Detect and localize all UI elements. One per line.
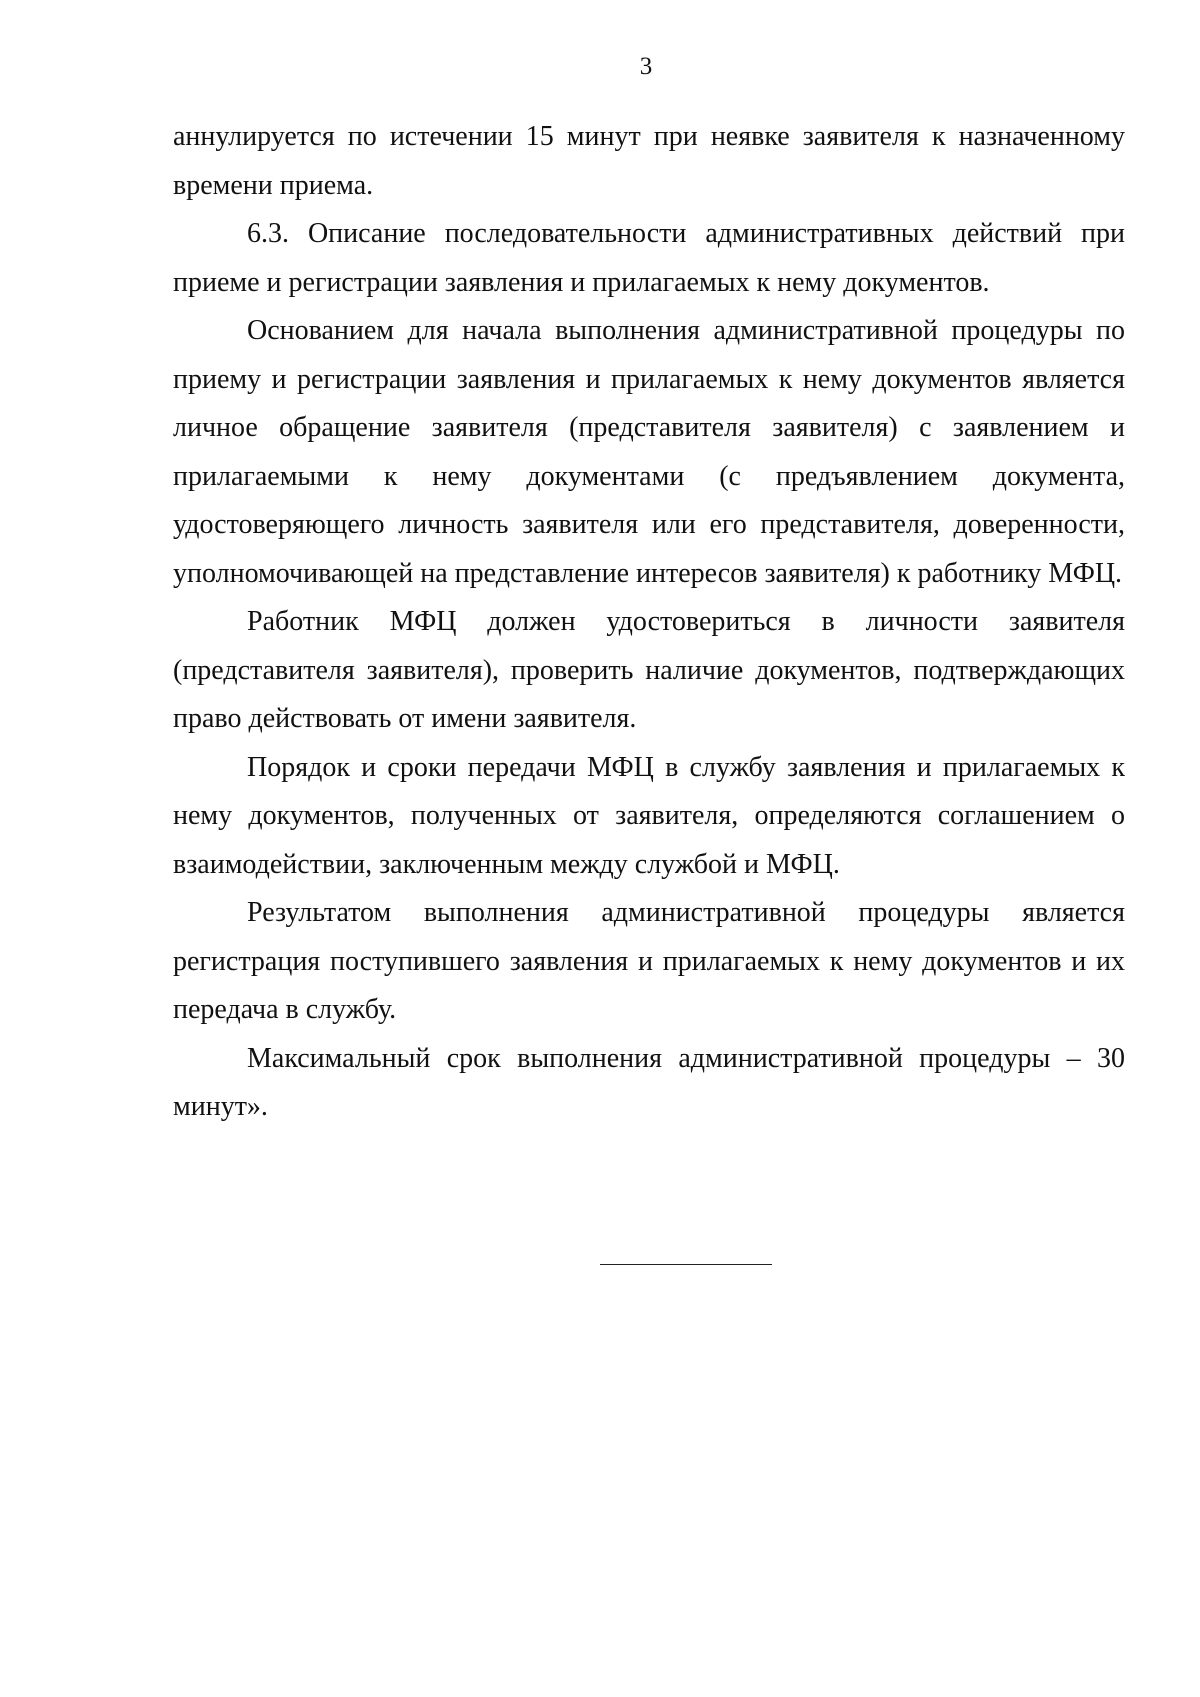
paragraph-transfer-procedure: Порядок и сроки передачи МФЦ в службу заявления и прилагаемых к нему документов, полученных от заявителя, определяются соглашением о взаимодействии, заключенным между службой и МФЦ. bbox=[173, 751, 1125, 880]
paragraph-continuation: аннулируется по истечении 15 минут при неявке заявителя к назначенному времени приема. bbox=[173, 121, 1125, 201]
paragraph-employee-verification: Работник МФЦ должен удостовериться в личности заявителя (представителя заявителя), проверить наличие документов, подтверждающих право действовать от имени заявителя. bbox=[173, 606, 1125, 734]
document-body bbox=[173, 113, 1125, 1132]
paragraph-max-duration: Максимальный срок выполнения административной процедуры – 30 минут». bbox=[173, 1042, 1125, 1122]
paragraph-basis: Основанием для начала выполнения административной процедуры по приему и регистрации заявления и прилагаемых к нему документов является личное обращение заявителя (представителя заявителя) с заявлением и прилагаемыми к нему документами (с предъявлением документа, удостоверяющего личность заявителя или его представителя, доверенности, уполномочивающей на представление интересов заявителя) к работнику МФЦ. bbox=[173, 315, 1125, 589]
paragraph-result: Результатом выполнения административной процедуры является регистрация поступившего заявления и прилагаемых к нему документов и их передача в службу. bbox=[173, 897, 1125, 1025]
paragraph-section-6-3: 6.3. Описание последовательности административных действий при приеме и регистрации заявления и прилагаемых к нему документов. bbox=[173, 218, 1125, 298]
end-divider bbox=[600, 1264, 772, 1265]
page-number: 3 bbox=[639, 53, 653, 80]
